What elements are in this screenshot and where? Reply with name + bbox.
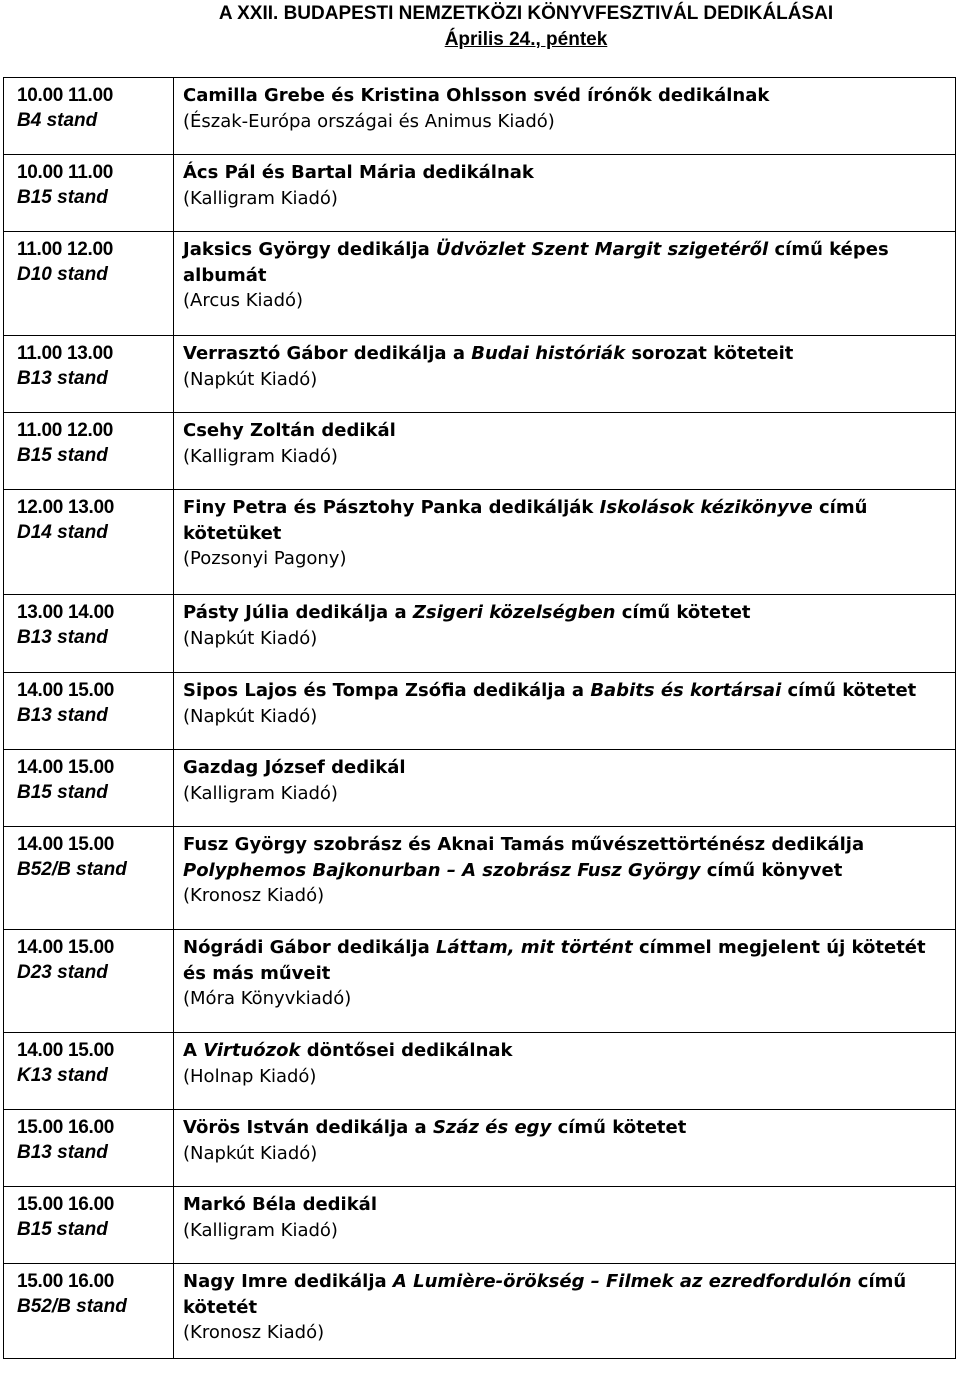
- event-description: [183, 678, 947, 704]
- description-text: címmel megjelent új kötetét és más műveit: [183, 937, 926, 984]
- time-cell: [4, 1187, 174, 1264]
- schedule-row: [4, 673, 956, 750]
- event-description: [183, 935, 947, 986]
- description-cell: [174, 1187, 956, 1264]
- book-title: A Lumière-örökség – Filmek az ezredfordulón: [392, 1271, 852, 1292]
- stand-label: B13 stand: [17, 1142, 108, 1163]
- description-text: Csehy Zoltán dedikál: [183, 420, 396, 441]
- time-cell: [4, 490, 174, 595]
- stand-label: B4 stand: [17, 110, 98, 131]
- time-cell: [4, 336, 174, 413]
- time-range: 14.00 15.00: [17, 757, 115, 778]
- time-range: 14.00 15.00: [17, 937, 115, 958]
- time-cell: [4, 78, 174, 155]
- event-description: [183, 832, 947, 883]
- event-description: [183, 160, 947, 186]
- time-cell: [4, 413, 174, 490]
- description-text: A: [183, 1040, 204, 1061]
- book-title: Üdvözlet Szent Margit szigetéről: [436, 239, 769, 260]
- book-title: Zsigeri közelségben: [412, 602, 616, 623]
- time-cell: [4, 1110, 174, 1187]
- stand-label: B15 stand: [17, 782, 108, 803]
- description-text: című könyvet: [700, 859, 843, 881]
- description-text: Nógrádi Gábor dedikálja: [183, 937, 436, 958]
- time-cell: [4, 232, 174, 336]
- schedule-row: [4, 1187, 956, 1264]
- description-cell: [174, 1264, 956, 1359]
- description-cell: [174, 413, 956, 490]
- event-description: [183, 341, 947, 367]
- description-text: Nagy Imre dedikálja: [183, 1271, 393, 1292]
- publisher-label: (Kalligram Kiadó): [183, 782, 338, 804]
- schedule-row: [4, 155, 956, 232]
- event-description: [183, 1115, 947, 1141]
- book-title: Láttam, mit történt: [436, 937, 633, 958]
- time-cell: [4, 750, 174, 827]
- description-cell: [174, 930, 956, 1033]
- schedule-row: [4, 413, 956, 490]
- time-cell: [4, 673, 174, 750]
- time-range: 11.00 12.00: [17, 420, 114, 441]
- schedule-row: [4, 78, 956, 155]
- schedule-row: [4, 595, 956, 673]
- description-cell: [174, 1110, 956, 1187]
- time-range: 15.00 16.00: [17, 1271, 115, 1292]
- event-description: [183, 1038, 947, 1064]
- schedule-row: [4, 336, 956, 413]
- document-title: A XXII. BUDAPESTI NEMZETKÖZI KÖNYVFESZTIVÁL DEDIKÁLÁSAI: [218, 3, 834, 24]
- schedule-row: [4, 930, 956, 1033]
- description-cell: [174, 1033, 956, 1110]
- description-text: Markó Béla dedikál: [183, 1194, 378, 1215]
- description-text: sorozat köteteit: [625, 343, 794, 364]
- time-range: 13.00 14.00: [17, 602, 115, 623]
- description-text: című kötetét: [183, 1271, 907, 1318]
- description-text: című kötetüket: [183, 497, 868, 544]
- time-cell: [4, 1264, 174, 1359]
- schedule-row: [4, 750, 956, 827]
- publisher-label: (Napkút Kiadó): [183, 705, 318, 727]
- description-text: Sipos Lajos és Tompa Zsófia dedikálja a: [183, 680, 591, 701]
- description-cell: [174, 595, 956, 673]
- description-text: című kötetet: [551, 1117, 687, 1138]
- description-cell: [174, 490, 956, 595]
- publisher-label: (Móra Könyvkiadó): [183, 988, 352, 1009]
- description-text: című kötetet: [615, 602, 751, 623]
- stand-label: B13 stand: [17, 627, 108, 648]
- publisher-label: (Napkút Kiadó): [183, 368, 318, 390]
- stand-label: B13 stand: [17, 705, 108, 726]
- schedule-body: [4, 78, 956, 1359]
- description-cell: [174, 232, 956, 336]
- time-range: 14.00 15.00: [17, 834, 115, 855]
- event-description: [183, 418, 947, 444]
- description-text: Verrasztó Gábor dedikálja a: [183, 343, 472, 364]
- description-text: döntősei dedikálnak: [300, 1040, 513, 1061]
- description-text: Jaksics György dedikálja: [183, 239, 437, 260]
- book-title: Budai históriák: [471, 343, 626, 364]
- event-description: [183, 1192, 947, 1218]
- description-text: Ács Pál és Bartal Mária dedikálnak: [183, 162, 534, 183]
- book-title: Száz és egy: [432, 1117, 552, 1138]
- publisher-label: (Kronosz Kiadó): [183, 885, 325, 906]
- book-title: Polyphemos Bajkonurban – A szobrász Fusz György: [183, 859, 701, 881]
- stand-label: B15 stand: [17, 1219, 108, 1240]
- schedule-row: [4, 490, 956, 595]
- schedule-row: [4, 1264, 956, 1359]
- publisher-label: (Kalligram Kiadó): [183, 445, 338, 467]
- description-cell: [174, 78, 956, 155]
- description-text: Vörös István dedikálja a: [183, 1117, 433, 1138]
- stand-label: B13 stand: [17, 368, 108, 389]
- event-description: [183, 237, 947, 288]
- document-header: [176, 0, 876, 53]
- publisher-label: (Napkút Kiadó): [183, 1142, 318, 1164]
- event-description: [183, 1269, 947, 1320]
- schedule-row: [4, 1110, 956, 1187]
- stand-label: D23 stand: [17, 962, 108, 983]
- publisher-label: (Arcus Kiadó): [183, 290, 304, 311]
- event-description: [183, 83, 947, 109]
- time-cell: [4, 595, 174, 673]
- time-range: 10.00 11.00: [17, 162, 114, 183]
- time-range: 14.00 15.00: [17, 680, 115, 701]
- stand-label: B15 stand: [17, 187, 108, 208]
- publisher-label: (Kalligram Kiadó): [183, 187, 338, 209]
- event-description: [183, 600, 947, 626]
- document-date: Április 24., péntek: [444, 29, 608, 50]
- description-cell: [174, 673, 956, 750]
- time-range: 12.00 13.00: [17, 497, 115, 518]
- book-title: Babits és kortársai: [590, 680, 782, 701]
- schedule-row: [4, 232, 956, 336]
- description-cell: [174, 750, 956, 827]
- time-range: 10.00 11.00: [17, 85, 114, 106]
- stand-label: B52/B stand: [17, 859, 127, 880]
- description-cell: [174, 155, 956, 232]
- publisher-label: (Kronosz Kiadó): [183, 1322, 325, 1343]
- stand-label: D14 stand: [17, 522, 108, 543]
- time-range: 11.00 13.00: [17, 343, 114, 364]
- description-text: Gazdag József dedikál: [183, 757, 406, 778]
- description-text: Camilla Grebe és Kristina Ohlsson svéd írónők dedikálnak: [183, 85, 770, 106]
- description-cell: [174, 827, 956, 930]
- book-title: Virtuózok: [203, 1040, 301, 1061]
- publisher-label: (Kalligram Kiadó): [183, 1219, 338, 1241]
- time-range: 14.00 15.00: [17, 1040, 115, 1061]
- description-text: című kötetet: [781, 680, 917, 701]
- publisher-label: (Pozsonyi Pagony): [183, 548, 347, 569]
- time-range: 15.00 16.00: [17, 1194, 115, 1215]
- description-text: Pásty Júlia dedikálja a: [183, 602, 413, 623]
- time-cell: [4, 1033, 174, 1110]
- schedule-table: [3, 77, 956, 1359]
- event-description: [183, 755, 947, 781]
- time-cell: [4, 930, 174, 1033]
- description-text: Finy Petra és Pásztohy Panka dedikálják: [183, 497, 600, 518]
- description-text: Fusz György szobrász és Aknai Tamás művészettörténész dedikálja: [183, 834, 865, 855]
- schedule-row: [4, 1033, 956, 1110]
- publisher-label: (Holnap Kiadó): [183, 1065, 317, 1087]
- stand-label: D10 stand: [17, 264, 108, 285]
- stand-label: B15 stand: [17, 445, 108, 466]
- time-range: 11.00 12.00: [17, 239, 114, 260]
- stand-label: B52/B stand: [17, 1296, 127, 1317]
- event-description: [183, 495, 947, 546]
- description-text: című képes albumát: [183, 239, 889, 286]
- book-title: Iskolások kézikönyve: [599, 497, 813, 518]
- description-cell: [174, 336, 956, 413]
- time-range: 15.00 16.00: [17, 1117, 115, 1138]
- publisher-label: (Észak-Európa országai és Animus Kiadó): [183, 110, 555, 132]
- time-cell: [4, 827, 174, 930]
- time-cell: [4, 155, 174, 232]
- publisher-label: (Napkút Kiadó): [183, 627, 318, 649]
- stand-label: K13 stand: [17, 1065, 108, 1086]
- schedule-row: [4, 827, 956, 930]
